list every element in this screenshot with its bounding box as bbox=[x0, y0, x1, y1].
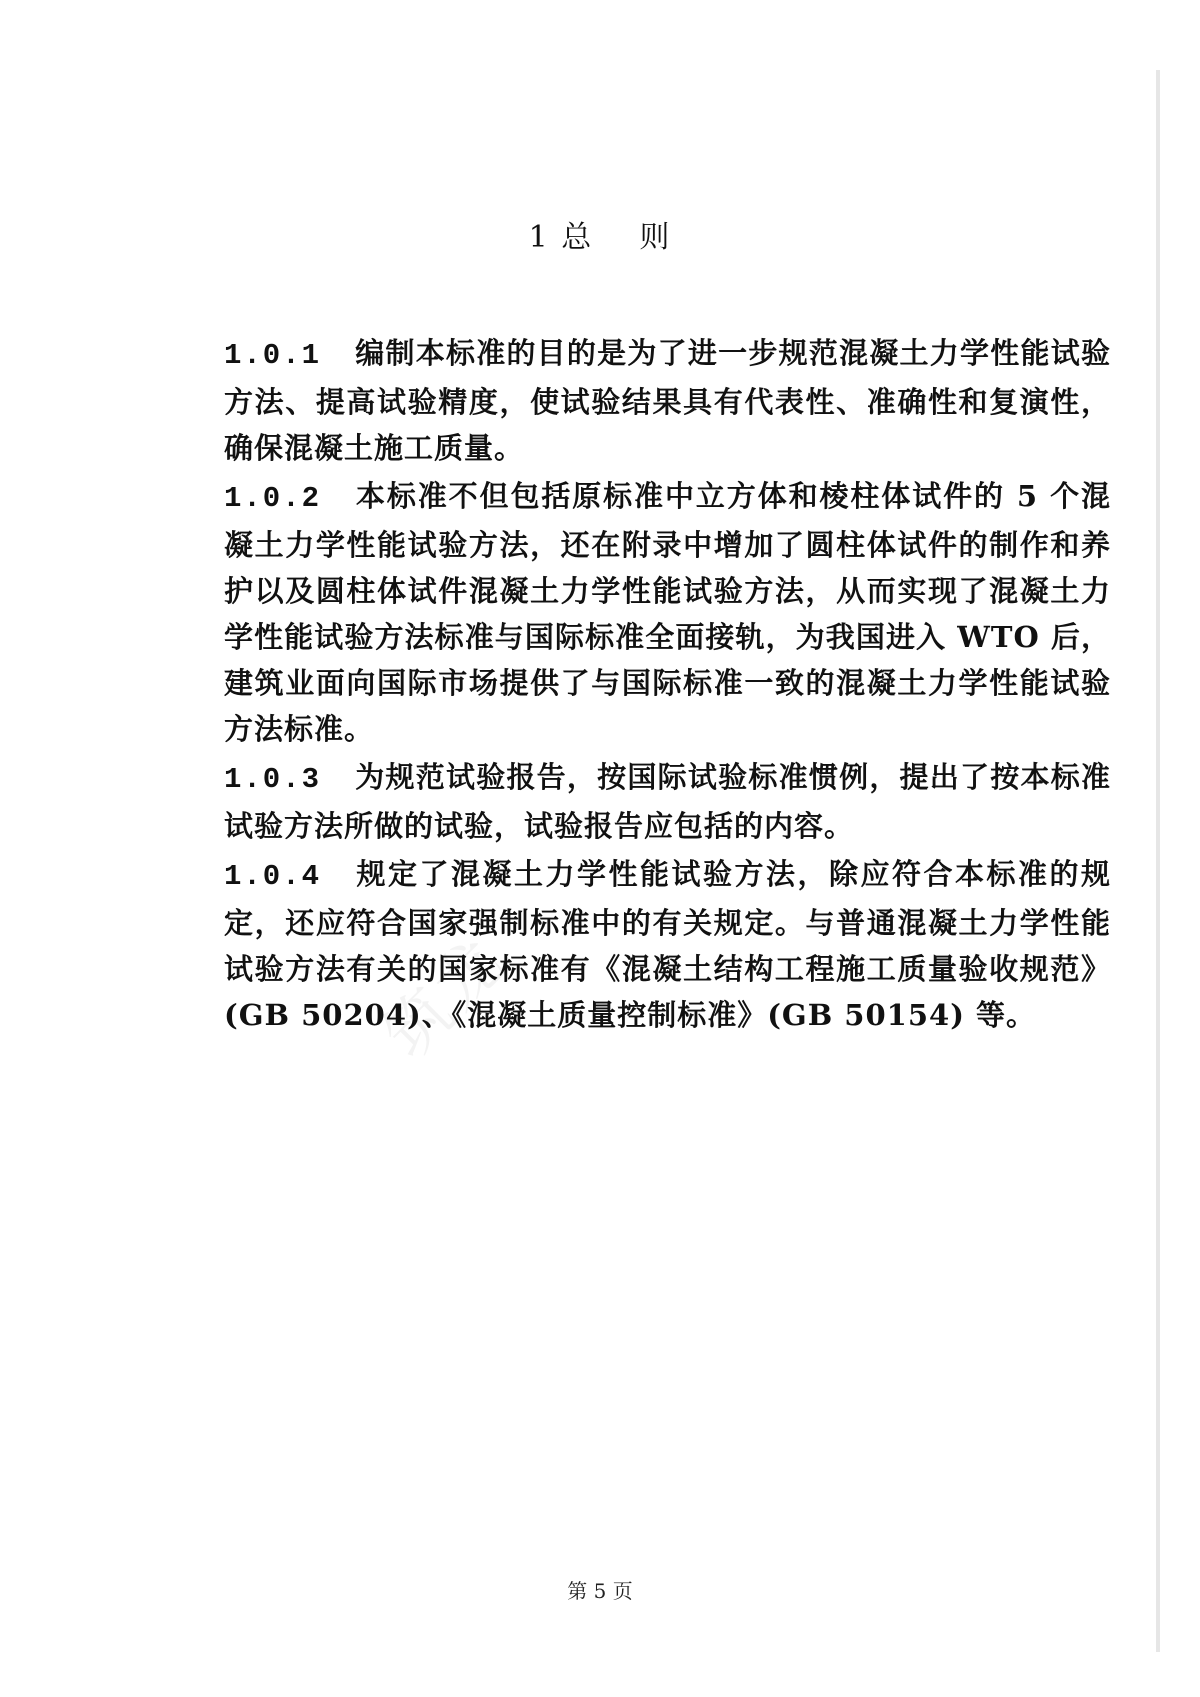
chapter-title: 1 总 则 bbox=[528, 220, 672, 256]
clause-text: 编制本标准的目的是为了进一步规范混凝土力学性能试验方法、提高试验精度，使试验结果具有代表性、准确性和复演性，确保混凝土施工质量。 bbox=[224, 336, 1111, 465]
clause-number: 1.0.3 bbox=[224, 763, 322, 796]
clause-number: 1.0.4 bbox=[224, 860, 322, 893]
page-edge-rule bbox=[1156, 70, 1160, 1652]
clause-number: 1.0.1 bbox=[224, 339, 322, 372]
clause-1-0-3 bbox=[224, 754, 1111, 849]
watermark: 筑龙 bbox=[370, 921, 522, 1073]
clause-number: 1.0.2 bbox=[224, 482, 322, 515]
clause-text: 本标准不但包括原标准中立方体和棱柱体试件的 5 个混凝土力学性能试验方法，还在附录中增加了圆柱体试件的制作和养护以及圆柱体试件混凝土力学性能试验方法，从而实现了混凝土力学性能试验方法标准与国际标准全面接轨，为我国进入 WTO 后，建筑业面向国际市场提供了与国际标准一致的混凝土力学性能试验方法标准。 bbox=[224, 479, 1111, 746]
clause-text: 为规范试验报告，按国际试验标准惯例，提出了按本标准试验方法所做的试验，试验报告应包括的内容。 bbox=[224, 760, 1111, 843]
clause-1-0-1 bbox=[224, 330, 1111, 471]
clause-1-0-2 bbox=[224, 473, 1111, 752]
clause-list bbox=[224, 330, 1111, 1040]
clause-1-0-4 bbox=[224, 851, 1111, 1038]
page-number: 第 5 页 bbox=[567, 1579, 633, 1603]
clause-text: 规定了混凝土力学性能试验方法，除应符合本标准的规定，还应符合国家强制标准中的有关规定。与普通混凝土力学性能试验方法有关的国家标准有《混凝土结构工程施工质量验收规范》(GB 50204)、《混凝土质量控制标准》(GB 50154) 等。 bbox=[224, 857, 1111, 1032]
